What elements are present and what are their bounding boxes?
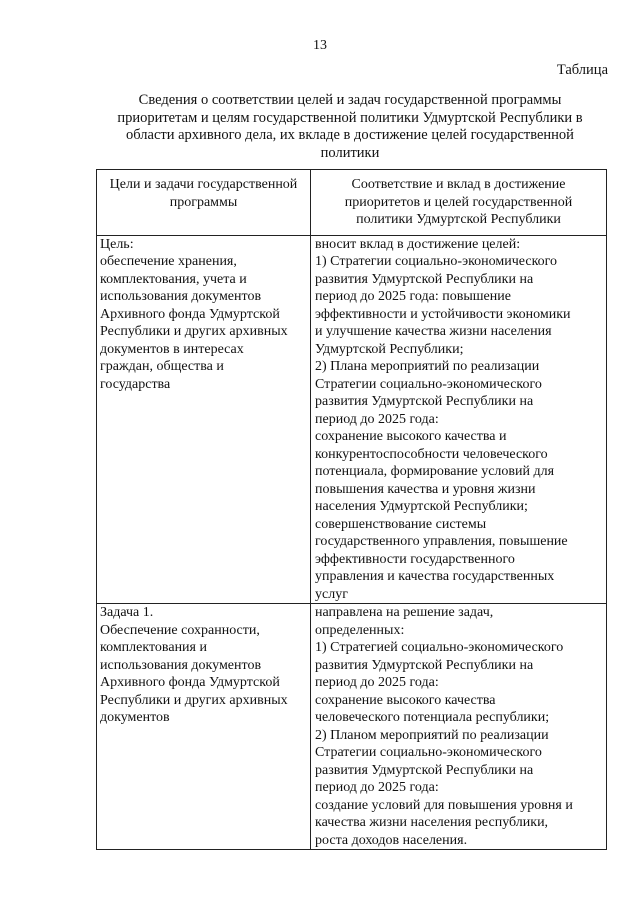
cell-line: документов в интересах [100,341,244,357]
cell-line: управления и качества государственных [315,569,555,584]
cell-line: Цель: [100,236,134,252]
table-header-row [97,170,607,236]
title-line: области архивного дела, их вкладе в достижение целей государственной [126,127,574,143]
header-line: политики Удмуртской Республики [356,212,561,227]
cell-line: человеческого потенциала республики; [315,710,550,725]
cell-line: период до 2025 года: повышение [315,289,511,304]
table-caption: Таблица [556,62,608,78]
cell-line: граждан, общества и [100,359,224,374]
cell-line: роста доходов населения. [315,832,468,848]
header-line: приоритетов и целей государственной [344,194,573,210]
cell-line: повышения качества и уровня жизни [315,481,536,497]
header-line: Соответствие и вклад в достижение [351,177,566,192]
cell-line: Задача 1. [100,605,154,620]
cell-line: развития Удмуртской Республики на [315,657,534,673]
cell-line: Стратегии социально-экономического [315,745,542,760]
cell-line: Удмуртской Республики; [315,341,464,357]
header-line: Цели и задачи государственной [109,177,298,192]
cell-line: Республики и других архивных [100,324,288,339]
cell-line: потенциала, формирование условий для [315,464,555,479]
cell-line: государственного управления, повышение [315,534,568,549]
cell-line: обеспечение хранения, [100,254,237,269]
document-title [100,92,600,162]
cell-line: Архивного фонда Удмуртской [100,675,280,690]
title-line: политики [320,144,380,161]
cell-line: документов [100,710,170,725]
table-row-task-1 [97,604,607,850]
cell-line: Обеспечение сохранности, [100,622,260,638]
cell-line: Архивного фонда Удмуртской [100,306,280,322]
cell-line: населения Удмуртской Республики; [315,499,528,514]
task-cell [97,604,311,850]
header-correspondence [311,170,607,236]
cell-line: Стратегии социально-экономического [315,376,542,392]
cell-line: сохранение высокого качества [315,692,496,708]
goals-table [96,169,607,850]
cell-line: совершенствование системы [315,516,487,532]
cell-line: развития Удмуртской Республики на [315,394,534,409]
task-contribution-cell [311,604,607,850]
table-row-goal [97,235,607,604]
header-line: программы [169,194,238,210]
cell-line: качества жизни населения республики, [315,815,549,830]
cell-line: период до 2025 года: [315,675,439,690]
title-line: приоритетам и целям государственной политики Удмуртской Республики в [117,109,583,126]
cell-line: создание условий для повышения уровня и [315,797,573,813]
cell-line: 2) Плана мероприятий по реализации [315,359,540,374]
cell-line: 1) Стратегией социально-экономического [315,640,564,655]
cell-line: направлена на решение задач, [315,605,494,620]
cell-line: использования документов [100,289,262,304]
cell-line: государства [100,376,171,392]
cell-line: 2) Планом мероприятий по реализации [315,727,549,743]
cell-line: услуг [315,586,348,602]
cell-line: развития Удмуртской Республики на [315,271,534,287]
header-goals-and-tasks [97,170,311,236]
cell-line: Республики и других архивных [100,692,288,708]
page-number: 13 [313,38,327,53]
cell-line: эффективности и устойчивости экономики [315,306,571,322]
cell-line: комплектования и [100,640,207,655]
goal-cell [97,235,311,604]
title-line: Сведения о соответствии целей и задач государственной программы [138,92,562,108]
cell-line: комплектования, учета и [100,271,247,287]
cell-line: определенных: [315,622,405,638]
cell-line: и улучшение качества жизни населения [315,324,552,339]
goal-contribution-cell [311,235,607,604]
cell-line: период до 2025 года: [315,411,439,427]
cell-line: сохранение высокого качества и [315,429,507,444]
cell-line: конкурентоспособности человеческого [315,446,548,462]
cell-line: развития Удмуртской Республики на [315,762,534,778]
cell-line: период до 2025 года: [315,780,439,795]
cell-line: эффективности государственного [315,551,515,567]
cell-line: использования документов [100,657,262,673]
cell-line: 1) Стратегии социально-экономического [315,254,558,269]
cell-line: вносит вклад в достижение целей: [315,236,521,252]
